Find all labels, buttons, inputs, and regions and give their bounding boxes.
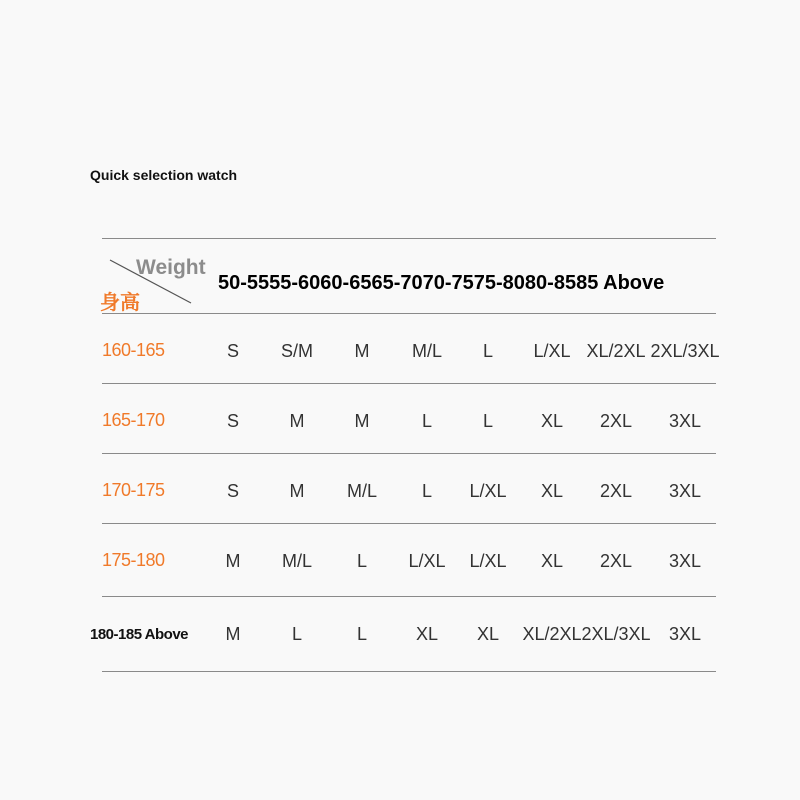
size-cell: L: [482, 411, 493, 431]
row-height-label: 180-185 Above: [90, 626, 189, 643]
row-height-label: 165-170: [102, 410, 165, 430]
size-cell: M: [289, 411, 305, 431]
size-cell: L: [356, 624, 367, 644]
size-cell: XL: [476, 624, 500, 644]
size-cell: 3XL: [668, 411, 702, 431]
size-cell: 3XL: [668, 481, 702, 501]
size-cell: M/L: [281, 551, 312, 571]
size-cell: S/M: [280, 341, 313, 361]
size-cell: L/XL: [408, 551, 446, 571]
size-cell: XL: [540, 481, 564, 501]
row-divider: [102, 671, 716, 672]
size-cell: 2XL: [599, 551, 633, 571]
size-cell: L/XL: [469, 481, 507, 501]
row-divider: [102, 383, 716, 384]
row-height-label: 160-165: [102, 340, 165, 360]
size-cell: S: [226, 411, 239, 431]
weight-header-label: Weight: [136, 256, 206, 279]
row-height-label: 175-180: [102, 550, 165, 570]
size-cell: 2XL/3XL: [650, 341, 720, 361]
size-cell: XL/2XL: [586, 341, 646, 361]
row-divider: [102, 596, 716, 597]
size-cell: M: [225, 551, 241, 571]
size-cell: M: [225, 624, 241, 644]
size-cell: L: [421, 411, 432, 431]
size-cell: S: [226, 341, 239, 361]
size-cell: M: [354, 411, 370, 431]
weight-ranges-header: 50-5555-6060-6565-7070-7575-8080-8585 Above: [218, 272, 665, 294]
header-bottom-rule: [102, 313, 716, 314]
height-header-label: 身高: [100, 292, 140, 314]
size-cell: 2XL/3XL: [581, 624, 651, 644]
size-cell: L/XL: [469, 551, 507, 571]
size-cell: 2XL: [599, 411, 633, 431]
row-divider: [102, 523, 716, 524]
size-cell: M/L: [346, 481, 377, 501]
size-cell: M/L: [411, 341, 442, 361]
size-cell: L: [482, 341, 493, 361]
size-cell: XL: [415, 624, 439, 644]
size-cell: L: [356, 551, 367, 571]
size-cell: XL/2XL: [522, 624, 582, 644]
size-cell: L: [421, 481, 432, 501]
size-cell: 2XL: [599, 481, 633, 501]
row-divider: [102, 453, 716, 454]
size-cell: S: [226, 481, 239, 501]
size-cell: XL: [540, 411, 564, 431]
size-cell: M: [289, 481, 305, 501]
size-cell: 3XL: [668, 551, 702, 571]
size-cell: XL: [540, 551, 564, 571]
size-cell: L/XL: [533, 341, 571, 361]
size-cell: 3XL: [668, 624, 702, 644]
row-height-label: 170-175: [102, 480, 165, 500]
page-title: Quick selection watch: [90, 167, 238, 183]
size-cell: L: [291, 624, 302, 644]
size-cell: M: [354, 341, 370, 361]
